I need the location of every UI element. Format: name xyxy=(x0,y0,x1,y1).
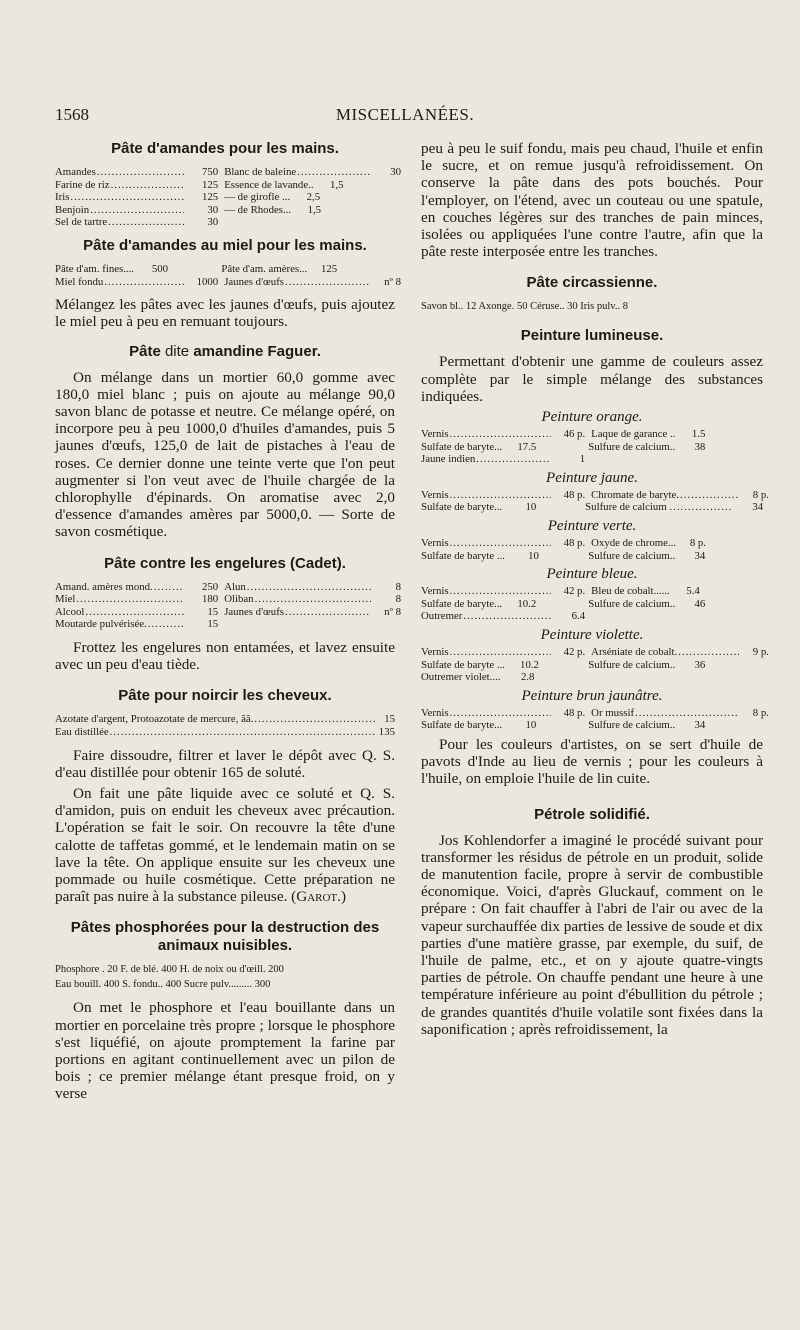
paint-table xyxy=(421,706,769,732)
ingredient-name: Iris xyxy=(55,191,70,204)
ingredient-value: 8 p. xyxy=(752,706,769,719)
ingredient-name: Vernis xyxy=(421,537,449,549)
paragraph: Mélangez les pâtes avec les jaunes d'œufs, puis ajoutez le miel peu à peu en remuant toujours. xyxy=(55,296,395,331)
ingredient-value: 8 p. xyxy=(689,537,707,549)
paragraph-text: On fait une pâte liquide avec ce soluté et Q. S. d'amidon, puis on enduit les cheveux avec précaution. L'opération se fait le soir. On recouvre la tête d'une calotte de taffetas gommé, et le lendemain matin on se lave la tête. On applique ensuite sur les cheveux une pommade ou huile cosmétique. Cette préparation ne paraît pas nuire à la substance pileuse. xyxy=(55,784,395,906)
paint-group-title: Peinture violette. xyxy=(540,626,644,643)
ingredient-value: 10 xyxy=(528,549,539,562)
table-row xyxy=(55,191,395,204)
table-cell xyxy=(421,659,582,672)
ingredient-value: 15 xyxy=(384,713,395,726)
table-row xyxy=(55,618,395,631)
title-part: Pâte xyxy=(129,342,161,360)
title-part: dite xyxy=(160,342,194,360)
author-credit: (Garot.) xyxy=(291,888,346,906)
ingredient-name: Sulfure de calcium . xyxy=(585,501,673,514)
ingredient-value: 135 xyxy=(378,725,395,738)
table-cell xyxy=(55,276,218,289)
ingredient-name: Vernis xyxy=(421,706,449,719)
ingredient-name: Moutarde pulvérisée. xyxy=(55,618,147,631)
ingredient-name: Amandes xyxy=(55,166,96,178)
ingredient-name: Eau distillée xyxy=(55,725,109,738)
ingredient-name: Sulfure de calcium.. xyxy=(588,719,676,732)
paint-table xyxy=(421,537,763,562)
ingredient-value: 1,5 xyxy=(307,203,322,216)
ingredient-name: Farine de riz xyxy=(55,178,110,191)
ingredient-name: Chromate de baryte. xyxy=(591,488,679,501)
ingredient-name: Sulfate de baryte... xyxy=(421,440,503,453)
left-column xyxy=(55,140,401,1107)
ingredient-name: Oliban xyxy=(224,593,254,606)
paint-table xyxy=(421,585,763,623)
ingredient-value: 36 xyxy=(694,658,706,671)
paint-table xyxy=(421,428,763,466)
recipe-table xyxy=(55,580,401,631)
paragraph: Pour les couleurs d'artistes, on se sert d'huile de pavots d'Inde au lieu de vernis ; pour les couleurs à l'huile, on emploie l'huile de lin cuite. xyxy=(421,735,763,788)
table-row xyxy=(55,275,401,289)
table-cell xyxy=(218,581,401,594)
ingredient-value: 5.4 xyxy=(686,585,700,598)
right-column xyxy=(421,140,769,1042)
ingredient-value: 180 xyxy=(201,593,219,606)
paint-group-title: Peinture jaune. xyxy=(546,469,638,486)
table-cell xyxy=(55,191,218,204)
table-cell xyxy=(421,719,582,732)
ingredient-value: 15 xyxy=(207,605,219,618)
ingredient-value: 15 xyxy=(207,618,219,631)
table-cell xyxy=(421,585,585,598)
ingredient-value: 8 xyxy=(395,593,401,606)
ingredient-value: 48 p. xyxy=(563,706,586,719)
ingredient-value: 1000 xyxy=(196,275,219,288)
table-row xyxy=(55,216,395,229)
ingredient-name: Sulfure de calcium.. xyxy=(588,658,676,671)
table-row xyxy=(55,593,401,606)
paragraph xyxy=(55,785,395,905)
table-cell xyxy=(55,593,218,606)
ingredient-name: Sel de tartre xyxy=(55,216,108,229)
table-cell xyxy=(218,179,395,192)
table-row xyxy=(421,488,769,502)
ingredient-line: Eau bouill. 400 S. fondu.. 400 Sucre pulv......... 300 xyxy=(55,979,271,991)
ingredient-name: Amand. amères mond. xyxy=(55,580,153,593)
ingredient-value: 10 xyxy=(525,719,537,732)
section-title: Pâte contre les engelures (Cadet). xyxy=(104,554,346,572)
table-row xyxy=(421,610,763,623)
table-row xyxy=(421,719,763,732)
table-row xyxy=(421,645,769,659)
ingredient-name: Alun xyxy=(224,580,246,593)
ingredient-name: Jaune indien xyxy=(421,453,476,466)
ingredient-value: 250 xyxy=(201,580,219,593)
ingredient-line: Savon bl.. 12 Axonge. 50 Céruse.. 30 Iris pulv.. 8 xyxy=(421,301,628,313)
table-cell xyxy=(582,659,763,672)
ingredient-value: nº 8 xyxy=(384,605,401,618)
ingredient-name: — de Rhodes... xyxy=(224,203,292,216)
table-cell xyxy=(55,581,218,594)
ingredient-value: 34 xyxy=(694,719,706,732)
section-title: Peinture lumineuse. xyxy=(520,327,664,345)
ingredient-value: 10.2 xyxy=(520,658,539,671)
table-row xyxy=(55,179,395,192)
recipe-table xyxy=(55,262,401,288)
ingredient-value: 125 xyxy=(201,191,219,204)
ingredient-value: 17.5 xyxy=(517,440,537,453)
table-row xyxy=(421,598,763,611)
recipe-table xyxy=(55,713,395,738)
title-part: amandine Faguer. xyxy=(193,342,321,360)
table-cell xyxy=(421,441,582,454)
table-cell xyxy=(55,204,218,217)
table-cell xyxy=(421,537,585,550)
table-cell xyxy=(218,593,401,606)
ingredient-name: Or mussif xyxy=(591,706,635,719)
ingredient-value: 750 xyxy=(201,166,219,178)
paragraph: On met le phosphore et l'eau bouillante dans un mortier en porcelaine très propre ; lorsque le phosphore s'est liquéfié, on ajoute promptement la farine par portions en agitant continuellement avec un pilon de bois ; ce premier mélange étant presque froid, on y verse xyxy=(55,999,395,1103)
ingredient-value: 48 p. xyxy=(563,537,586,549)
ingredient-name: Sulfate de baryte... xyxy=(421,501,503,514)
ingredient-value: 42 p. xyxy=(563,645,586,658)
section-title: Pâte d'amandes pour les mains. xyxy=(111,140,339,157)
table-cell xyxy=(585,489,769,502)
ingredient-name: Sulfate de baryte ... xyxy=(421,549,505,562)
ingredient-name: Benjoin xyxy=(55,203,90,216)
table-row xyxy=(55,580,401,594)
paint-group-title: Peinture orange. xyxy=(541,409,643,426)
ingredient-name: Jaunes d'œufs xyxy=(224,605,285,618)
table-row xyxy=(55,204,395,217)
ingredient-line: Phosphore . 20 F. de blé. 400 H. de noix ou d'œill. 200 xyxy=(55,964,284,976)
ingredient-name: Pâte d'am. fines.... xyxy=(55,262,135,275)
ingredient-value: 38 xyxy=(694,440,706,453)
paragraph: Faire dissoudre, filtrer et laver le dépôt avec Q. S. d'eau distillée pour obtenir 165 de soluté. xyxy=(55,746,395,781)
ingredient-name: Sulfure de calcium.. xyxy=(588,597,676,610)
table-cell xyxy=(421,671,585,684)
paint-group-title: Peinture brun jaunâtre. xyxy=(521,687,663,704)
page-number: 1568 xyxy=(55,105,89,124)
paragraph: peu à peu le suif fondu, mais peu chaud, l'huile et enfin le sucre, et on remue jusqu'à refroidissement. On conserve la pâte dans des pots bouchés. Pour l'employer, on l'étend, avec un couteau ou une spatule, en couches légères sur des tranches de pain minces, isolées ou appliquées l'une contre l'autre, afin que la pâte reste interposée entre les tranches. xyxy=(421,140,763,261)
ingredient-value: 46 xyxy=(694,597,706,610)
table-cell xyxy=(215,263,395,276)
paragraph: Jos Kohlendorfer a imaginé le procédé suivant pour transformer les résidus de pétrole en un produit, solide de manutention facile, propre à servir de combustible économique. Voici, d'après Gluckauf, comment on le prépare : On fait chauffer à l'abri de l'air ou avec de la vapeur surchauffée dix parties de lessive de soude et dix parties d'une matière grasse, par exemple, du suif, de l'huile de palme, etc., et on y ajoute quatre-vingts parties de pétrole. On chauffe pendant une heure à une température inférieure au point d'ébullition du pétrole ; de grandes quantités d'huile volatile sont fixées dans la saponification ; après refroidissement, la xyxy=(421,831,763,1038)
paragraph: Permettant d'obtenir une gamme de couleurs assez complète par le simple mélange des substances indiquées. xyxy=(421,353,763,405)
table-cell xyxy=(585,585,763,598)
ingredient-value: 42 p. xyxy=(563,585,586,598)
ingredient-name: Essence de lavande.. xyxy=(224,178,314,191)
table-cell xyxy=(421,646,585,659)
ingredient-value: 1.5 xyxy=(691,428,706,441)
ingredient-name: Arséniate de cobalt. xyxy=(591,645,678,658)
ingredient-value: 30 xyxy=(390,166,401,178)
ingredient-value: 8 p. xyxy=(752,488,769,501)
table-cell xyxy=(55,166,218,179)
ingredient-name: Sulfate de baryte... xyxy=(421,597,503,610)
table-cell xyxy=(218,606,401,619)
ingredient-value: 30 xyxy=(207,203,219,216)
table-cell xyxy=(585,707,769,720)
ingredient-value: 2.8 xyxy=(520,671,535,684)
table-cell xyxy=(55,618,218,631)
table-cell xyxy=(582,598,763,611)
table-cell xyxy=(421,453,585,466)
table-row xyxy=(421,441,763,454)
table-cell xyxy=(585,646,769,659)
table-cell xyxy=(421,707,585,720)
ingredient-name: Miel fondu xyxy=(55,275,104,288)
ingredient-name: Pâte d'am. amères... xyxy=(221,262,308,275)
section-title: Pâte pour noircir les cheveux. xyxy=(118,687,332,705)
ingredient-name: Alcool xyxy=(55,605,85,618)
ingredient-value: 125 xyxy=(321,262,338,275)
table-cell xyxy=(55,263,215,276)
ingredient-value: 34 xyxy=(752,501,763,514)
table-row xyxy=(421,706,769,720)
paint-group-title: Peinture bleue. xyxy=(546,566,638,583)
ingredient-name: Jaunes d'œufs xyxy=(224,275,285,288)
ingredient-value: 1 xyxy=(579,453,586,466)
table-cell xyxy=(585,428,763,441)
table-row xyxy=(421,501,763,514)
table-row xyxy=(421,550,763,563)
table-cell xyxy=(579,501,763,514)
table-cell xyxy=(582,550,763,563)
table-row xyxy=(421,659,763,672)
ingredient-name: Outremer xyxy=(421,610,463,623)
ingredient-name: Vernis xyxy=(421,645,449,658)
section-title: Pâtes phosphorées pour la destruction des animaux nuisibles. xyxy=(70,919,380,955)
table-cell xyxy=(421,610,585,623)
table-row xyxy=(55,605,401,619)
ingredient-name: Azotate d'argent, Protoazotate de mercure, ãã. xyxy=(55,713,254,726)
table-row xyxy=(55,263,395,276)
paint-groups xyxy=(421,409,769,732)
table-cell xyxy=(55,179,218,192)
ingredient-name: Vernis xyxy=(421,428,449,441)
ingredient-name: Blanc de baleine xyxy=(224,166,297,178)
ingredient-name: Sulfate de baryte... xyxy=(421,719,503,732)
ingredient-value: 125 xyxy=(201,178,219,191)
ingredient-name: Miel xyxy=(55,593,76,606)
paint-table xyxy=(421,645,769,684)
table-row xyxy=(55,166,401,179)
running-title: MISCELLANÉES. xyxy=(335,105,475,124)
ingredient-value: nº 8 xyxy=(384,275,401,288)
ingredient-value: 6.4 xyxy=(571,610,586,623)
ingredient-value: 8 xyxy=(395,580,401,593)
table-cell xyxy=(421,550,582,563)
table-cell xyxy=(582,441,763,454)
ingredient-value: 48 p. xyxy=(563,488,586,501)
ingredient-value: 34 xyxy=(694,549,706,562)
ingredient-value: 1,5 xyxy=(330,178,344,191)
table-cell xyxy=(218,204,395,217)
table-row xyxy=(421,537,763,550)
ingredient-name: Laque de garance .. xyxy=(591,428,676,441)
ingredient-value: 500 xyxy=(151,262,169,275)
recipe-table xyxy=(55,166,401,229)
ingredient-value: 10.2 xyxy=(517,597,537,610)
ingredient-value: 2,5 xyxy=(306,191,321,204)
table-cell xyxy=(218,276,401,289)
table-cell xyxy=(421,428,585,441)
table-cell xyxy=(218,166,401,179)
table-cell xyxy=(218,191,395,204)
page-header xyxy=(55,105,755,127)
table-row xyxy=(421,453,763,466)
ingredient-name: Outremer violet.... xyxy=(421,671,501,684)
table-cell xyxy=(585,537,763,550)
ingredient-name: Sulfure de calcium.. xyxy=(588,440,676,453)
paragraph: Frottez les engelures non entamées, et lavez ensuite avec un peu d'eau tiède. xyxy=(55,638,395,674)
ingredient-name: Bleu de cobalt...... xyxy=(591,585,670,598)
ingredient-name: Vernis xyxy=(421,488,449,501)
ingredient-value: 30 xyxy=(207,216,219,229)
ingredient-name: Sulfate de baryte ... xyxy=(421,658,505,671)
ingredient-name: Sulfure de calcium.. xyxy=(588,549,676,562)
table-cell xyxy=(421,489,585,502)
ingredient-name: Oxyde de chrome... xyxy=(591,537,677,549)
ingredient-value: 9 p. xyxy=(752,645,769,658)
section-title: Pâte d'amandes au miel pour les mains. xyxy=(83,236,367,254)
paint-group-title: Peinture verte. xyxy=(547,518,637,534)
ingredient-name: — de girofle ... xyxy=(224,191,291,204)
table-row xyxy=(421,428,763,441)
table-cell xyxy=(55,216,218,229)
table-cell xyxy=(421,598,582,611)
table-row xyxy=(421,585,763,598)
ingredient-value: 10 xyxy=(525,501,537,514)
section-title: Pétrole solidifié. xyxy=(534,805,650,823)
section-title: Pâte circassienne. xyxy=(526,274,658,292)
paragraph: On mélange dans un mortier 60,0 gomme avec 180,0 miel blanc ; puis on ajoute au mélange 90,0 savon blanc de potasse et neutre. Ce mélange opéré, on incorpore peu à peu 1000,0 d'huiles d'amandes, puis 5 jaunes d'œufs, 125,0 de lait de pistaches à l'eau de roses. Ce dernier donne une teinte verte que l'on peut augmenter si l'on veut avec de l'huile chargée de la chlorophylle d'épinards. On aromatise avec 2,0 d'essence d'amandes amères par 5000,0. — Sorte de savon cosmétique. xyxy=(55,368,395,541)
ingredient-name: Vernis xyxy=(421,585,449,598)
section-title xyxy=(55,343,395,361)
table-cell xyxy=(55,606,218,619)
ingredient-value: 46 p. xyxy=(563,428,586,441)
table-row xyxy=(421,671,763,684)
table-cell xyxy=(421,501,579,514)
table-cell xyxy=(582,719,763,732)
paint-table xyxy=(421,488,769,514)
